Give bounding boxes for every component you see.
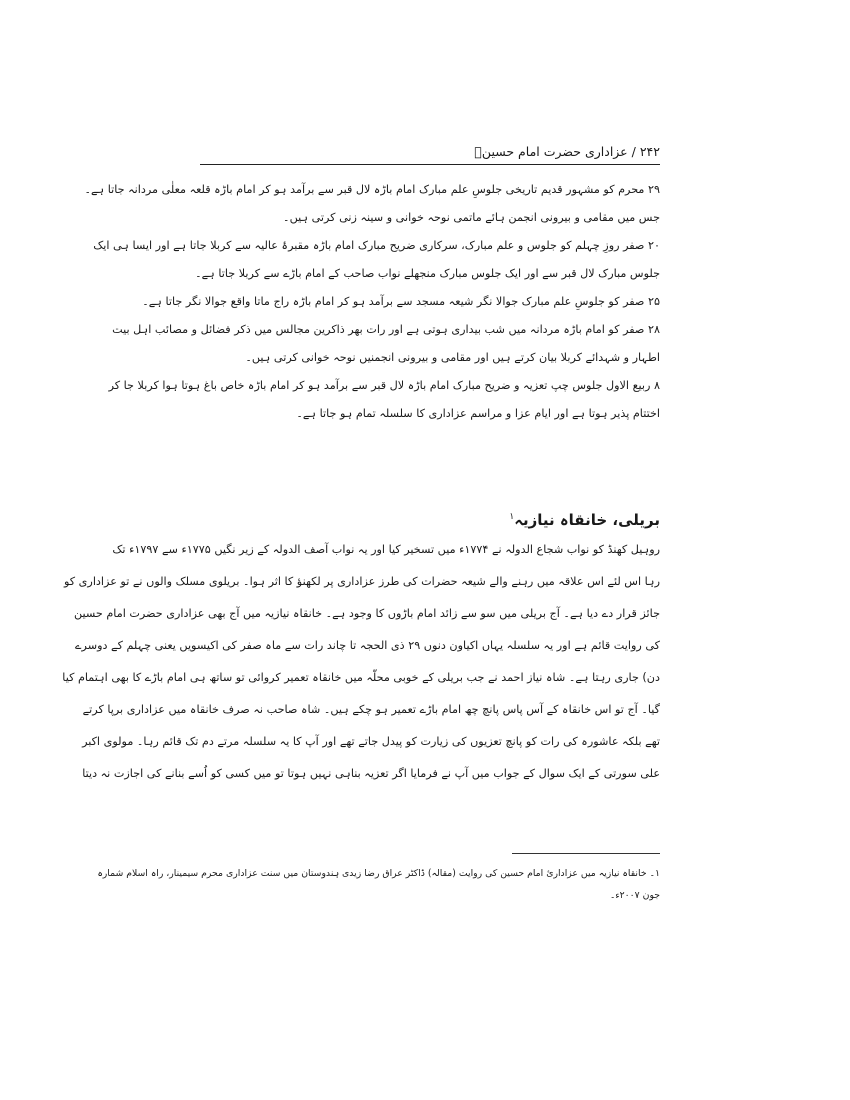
body-line: اختتام پذیر ہوتا ہے اور ایام عزا و مراسم عزاداری کا سلسلہ تمام ہو جاتا ہے۔ [296, 407, 660, 420]
running-title: عزاداری حضرت امام حسینؑ [474, 144, 628, 159]
footnote-line: جون ۲۰۰۷ء۔ [609, 890, 660, 901]
body-line: کی روایت قائم ہے اور یہ سلسلہ یہاں اکیاون دنوں ۲۹ ذی الحجہ تا چاند رات سے ماہ صفر کی اکیسویں یعنی چہلم کے دوسرے [75, 639, 660, 652]
body-line: تھے بلکہ عاشورہ کی رات کو پانچ تعزیوں کی زیارت کو پیدل جاتے تھے اور آپ کا یہ سلسلہ مرتے دم تک قائم رہا۔ مولوی اکبر [82, 735, 660, 748]
body-line: ۲۰ صفر روزِ چہلم کو جلوس و علم مبارک، سرکاری ضریح مبارک امام باڑہ مقبرۂ عالیہ سے کربلا جاتا ہے اور ایسا ہی ایک [93, 239, 660, 252]
body-line: دن) جاری رہتا ہے۔ شاہ نیاز احمد نے جب بریلی کے خوبی محلّہ میں خانقاہ تعمیر کروائی تو ساتھ ہی امام باڑے کا بھی اہتمام کیا [62, 671, 660, 684]
body-line: جس میں مقامی و بیرونی انجمن ہائے ماتمی نوحہ خوانی و سینہ زنی کرتی ہیں۔ [283, 211, 660, 224]
section-heading [300, 502, 660, 535]
running-header [200, 142, 660, 162]
body-line: روہیل کھنڈ کو نواب شجاع الدولہ نے ۱۷۷۴ء میں تسخیر کیا اور یہ نواب آصف الدولہ کے زیر نگیں ۱۷۷۵ء سے ۱۷۹۷ء تک [112, 543, 660, 556]
body-line: جائز قرار دے دیا ہے۔ آج بریلی میں سو سے زائد امام باڑوں کا وجود ہے۔ خانقاہ نیازیہ میں آج بھی عزاداری حضرت امام حسین [74, 607, 660, 620]
footnote-line: ۱۔ خانقاہ نیازیہ میں عزاداریٔ امام حسین کی روایت (مقالہ) ڈاکٹر عراق رضا زیدی ہندوستان میں سنت عزاداری محرم سیمینار، راہ اسلام شمارہ [97, 868, 660, 879]
page-number: ۲۴۲ [639, 144, 660, 159]
body-line: ۸ ربیع الاول جلوس چپ تعزیہ و ضریح مبارک امام باڑہ لال قبر سے برآمد ہو کر امام باڑہ خاص باغ ہوتا ہوا کربلا جا کر [108, 379, 660, 392]
body-line: علی سورتی کے ایک سوال کے جواب میں آپ نے فرمایا اگر تعزیہ بناہی نہیں ہوتا تو میں کسی کو اُسے بنانے کی اجازت نہ دیتا [82, 767, 660, 780]
footnote-marker: ۱ [509, 512, 515, 522]
body-line: رہا اس لئے اس علاقہ میں رہنے والے شیعہ حضرات کی طرز عزاداری پر لکھنؤ کا اثر ہوا۔ بریلوی مسلک والوں نے تو عزاداری کو [64, 575, 660, 588]
body-line: ۲۵ صفر کو جلوسِ علم مبارک جوالا نگر شیعہ مسجد سے برآمد ہو کر امام باڑہ راج ماتا واقع جوالا نگر جاتا ہے۔ [142, 295, 660, 308]
body-line: جلوس مبارک لال قبر سے اور ایک جلوس مبارک منجھلے نواب صاحب کے امام باڑے سے کربلا جاتا ہے۔ [195, 267, 660, 280]
body-line: گیا۔ آج تو اس خانقاہ کے آس پاس پانچ چھ امام باڑے تعمیر ہو چکے ہیں۔ شاہ صاحب نہ صرف خانقاہ میں عزاداری برپا کرتے [82, 703, 660, 716]
header-rule [200, 164, 660, 165]
section-heading-text: بریلی، خانقاہ نیازیہ [514, 511, 660, 529]
header-separator: / [631, 144, 636, 159]
body-line: اطہار و شہدائے کربلا بیان کرتے ہیں اور مقامی و بیرونی انجمنیں نوحہ خوانی کرتی ہیں۔ [245, 351, 660, 364]
body-line: ۲۸ صفر کو امام باڑہ مردانہ میں شب بیداری ہوتی ہے اور رات بھر ذاکرین مجالس میں ذکر فضائل و مصائب اہل بیت [112, 323, 660, 336]
footnote-rule [512, 853, 660, 854]
body-line: ۲۹ محرم کو مشہور قدیم تاریخی جلوسِ علم مبارک امام باڑہ لال قبر سے برآمد ہو کر امام باڑہ قلعہ معلٰی مردانہ جاتا ہے۔ [84, 183, 660, 196]
